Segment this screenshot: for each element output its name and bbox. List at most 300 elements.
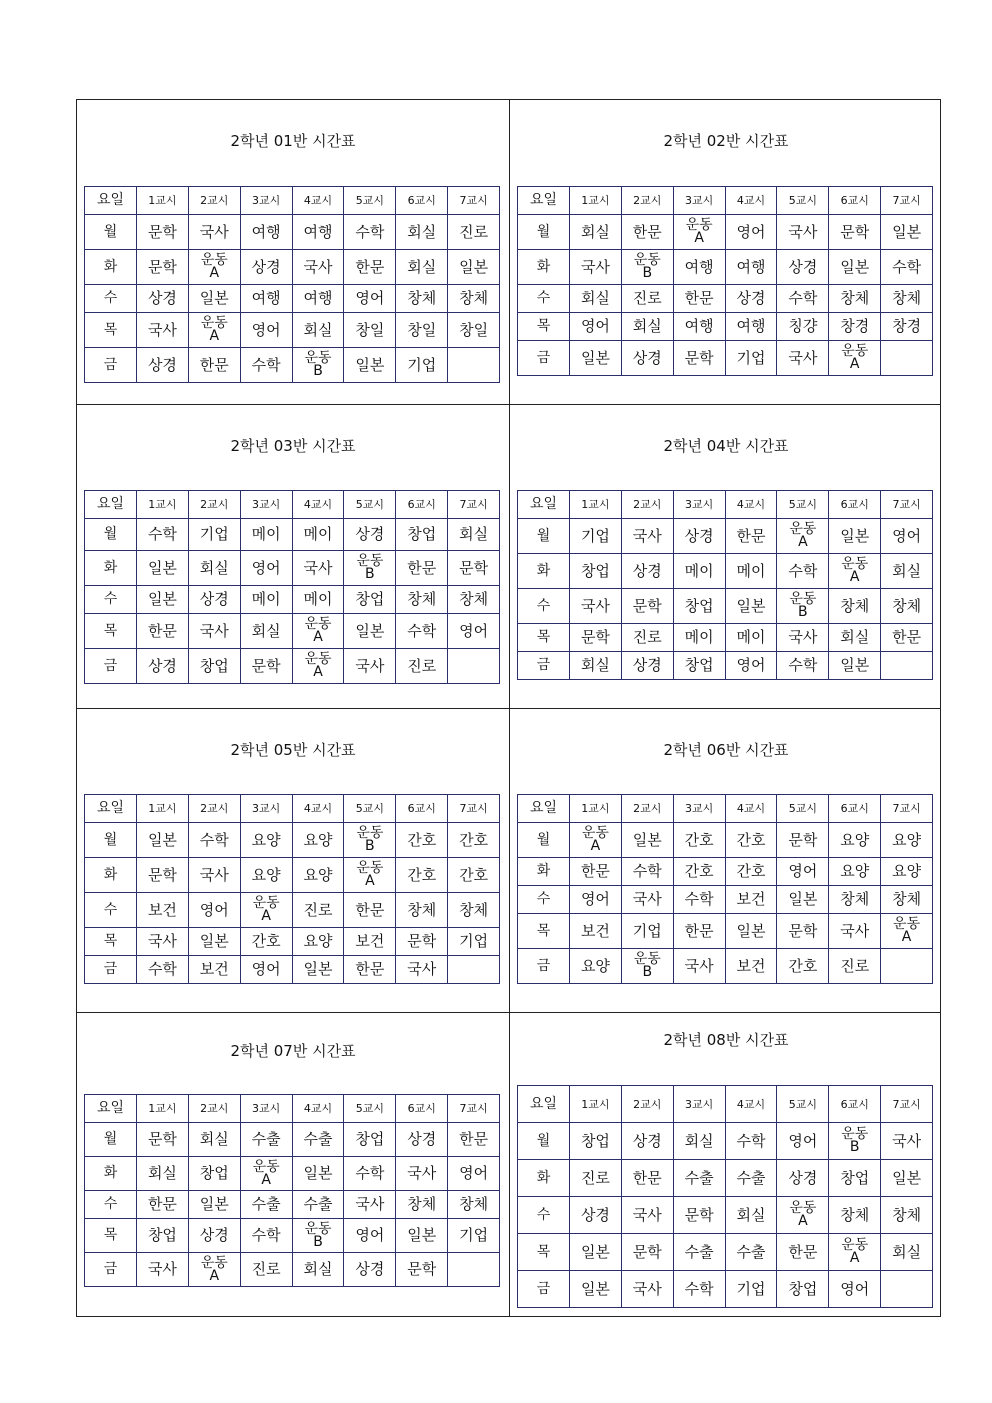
subject-cell: 창업 [344,1123,396,1157]
subject-cell: 국사 [396,1157,448,1191]
period-header: 2교시 [188,1095,240,1123]
subject-cell: 일본 [881,1160,933,1197]
table-row [85,956,500,984]
period-header: 2교시 [188,491,240,519]
subject-cell: 기업 [448,928,500,956]
period-header: 4교시 [292,1095,344,1123]
subject-cell: 영어 [240,551,292,586]
subject-cell: 일본 [881,215,933,250]
panel-title: 2학년 05반 시간표 [230,741,356,759]
subject-cell: 운동 A [777,519,829,554]
subject-cell: 회실 [881,554,933,589]
period-header: 3교시 [240,491,292,519]
timetable-table [517,186,933,376]
subject-cell [881,652,933,680]
timetable-panel [510,709,942,1013]
subject-cell: 회실 [829,624,881,652]
subject-cell [448,348,500,383]
subject-cell: 메이 [292,519,344,551]
subject-cell: 창체 [396,285,448,313]
subject-cell: 국사 [137,313,189,348]
day-cell: 월 [518,1123,570,1160]
subject-cell: 보건 [188,956,240,984]
subject-cell: 여행 [725,250,777,285]
day-cell: 월 [518,823,570,858]
subject-cell: 진로 [292,893,344,928]
subject-cell: 메이 [673,624,725,652]
subject-cell: 창체 [881,1197,933,1234]
subject-cell: 한문 [137,614,189,649]
subject-cell: 수학 [621,858,673,886]
subject-cell: 여행 [673,313,725,341]
timetable-table [517,490,933,680]
panel-title: 2학년 04반 시간표 [663,437,789,455]
day-cell: 화 [85,858,137,893]
subject-cell: 보건 [344,928,396,956]
panel-title: 2학년 01반 시간표 [230,132,356,150]
subject-cell: 요양 [292,823,344,858]
subject-cell: 여행 [725,313,777,341]
table-row [85,250,500,285]
subject-cell: 메이 [240,586,292,614]
subject-cell: 기업 [725,341,777,376]
day-cell: 월 [85,1123,137,1157]
subject-cell: 창업 [396,519,448,551]
subject-cell: 한문 [725,519,777,554]
period-header: 3교시 [673,1086,725,1123]
header-row [85,795,500,823]
subject-cell: 상경 [137,348,189,383]
period-header: 4교시 [292,187,344,215]
subject-cell: 회실 [725,1197,777,1234]
period-header: 3교시 [240,187,292,215]
subject-cell: 창체 [829,1197,881,1234]
subject-cell: 상경 [777,250,829,285]
header-row [85,491,500,519]
table-row [85,348,500,383]
subject-cell: 칭걍 [777,313,829,341]
timetable-table [517,1085,933,1308]
subject-cell: 회실 [881,1234,933,1271]
subject-cell: 문학 [777,823,829,858]
subject-cell: 영어 [725,215,777,250]
table-row [85,858,500,893]
table-row [518,1123,933,1160]
period-header: 6교시 [396,491,448,519]
subject-cell: 회실 [292,313,344,348]
subject-cell: 창체 [396,586,448,614]
subject-cell [881,949,933,984]
subject-cell: 요양 [570,949,622,984]
subject-cell: 일본 [829,652,881,680]
subject-cell: 창체 [448,893,500,928]
subject-cell: 회실 [396,215,448,250]
subject-cell: 영어 [344,285,396,313]
subject-cell: 상경 [188,1219,240,1253]
subject-cell: 상경 [137,285,189,313]
subject-cell: 보건 [725,886,777,914]
subject-cell: 상경 [344,519,396,551]
header-row [518,187,933,215]
panel-title: 2학년 06반 시간표 [663,741,789,759]
subject-cell: 문학 [137,215,189,250]
subject-cell: 기업 [396,348,448,383]
subject-cell: 한문 [673,914,725,949]
day-cell: 수 [518,886,570,914]
subject-cell: 수학 [240,348,292,383]
day-cell: 수 [85,285,137,313]
subject-cell: 국사 [292,250,344,285]
subject-cell: 수출 [673,1160,725,1197]
subject-cell: 일본 [570,1271,622,1308]
subject-cell: 회실 [570,652,622,680]
subject-cell: 문학 [396,1253,448,1287]
header-row [85,187,500,215]
period-header: 4교시 [292,795,344,823]
subject-cell: 간호 [725,823,777,858]
day-cell: 수 [518,589,570,624]
subject-cell: 수출 [725,1234,777,1271]
subject-cell: 진로 [570,1160,622,1197]
period-header: 5교시 [777,795,829,823]
period-header: 1교시 [570,1086,622,1123]
subject-cell: 여행 [240,215,292,250]
subject-cell: 국사 [137,928,189,956]
subject-cell: 문학 [448,551,500,586]
subject-cell: 한문 [448,1123,500,1157]
subject-cell: 회실 [570,285,622,313]
subject-cell: 간호 [673,823,725,858]
day-cell: 목 [518,624,570,652]
subject-cell: 운동 B [621,949,673,984]
subject-cell: 국사 [621,886,673,914]
subject-cell: 상경 [777,1160,829,1197]
subject-cell: 창업 [673,589,725,624]
header-row [518,795,933,823]
subject-cell: 일본 [188,1191,240,1219]
table-row [85,614,500,649]
subject-cell: 한문 [344,956,396,984]
period-header: 7교시 [881,795,933,823]
subject-cell: 국사 [188,614,240,649]
table-row [518,250,933,285]
subject-cell: 보건 [570,914,622,949]
subject-cell: 영어 [570,313,622,341]
period-header: 6교시 [396,1095,448,1123]
period-header: 2교시 [188,187,240,215]
subject-cell: 진로 [621,285,673,313]
day-cell: 월 [85,519,137,551]
subject-cell: 운동 B [292,348,344,383]
subject-cell: 창체 [829,589,881,624]
subject-cell: 수출 [725,1160,777,1197]
day-header: 요일 [85,1095,137,1123]
period-header: 5교시 [777,491,829,519]
subject-cell: 한문 [344,893,396,928]
period-header: 2교시 [621,795,673,823]
subject-cell: 문학 [396,928,448,956]
period-header: 7교시 [881,187,933,215]
period-header: 1교시 [570,491,622,519]
subject-cell: 국사 [777,215,829,250]
period-header: 2교시 [621,491,673,519]
subject-cell: 진로 [240,1253,292,1287]
subject-cell: 상경 [621,1123,673,1160]
period-header: 2교시 [621,1086,673,1123]
subject-cell: 운동 A [829,554,881,589]
subject-cell: 일본 [448,250,500,285]
subject-cell [881,1271,933,1308]
table-row [518,1234,933,1271]
day-cell: 목 [518,1234,570,1271]
subject-cell: 여행 [240,285,292,313]
day-header: 요일 [85,187,137,215]
day-cell: 목 [518,914,570,949]
table-row [85,551,500,586]
day-cell: 목 [85,614,137,649]
subject-cell: 회실 [448,519,500,551]
table-row [85,649,500,684]
period-header: 1교시 [137,1095,189,1123]
day-cell: 금 [85,1253,137,1287]
period-header: 1교시 [570,187,622,215]
period-header: 4교시 [292,491,344,519]
day-cell: 목 [85,928,137,956]
table-row [518,554,933,589]
subject-cell: 수학 [673,886,725,914]
subject-cell: 한문 [396,551,448,586]
table-row [85,586,500,614]
subject-cell: 수학 [673,1271,725,1308]
subject-cell: 한문 [881,624,933,652]
subject-cell: 창체 [448,285,500,313]
panel-title: 2학년 02반 시간표 [663,132,789,150]
period-header: 4교시 [725,187,777,215]
subject-cell: 상경 [188,586,240,614]
subject-cell: 수출 [292,1123,344,1157]
subject-cell: 수학 [725,1123,777,1160]
period-header: 3교시 [673,795,725,823]
subject-cell: 한문 [137,1191,189,1219]
subject-cell: 수학 [396,614,448,649]
subject-cell: 회실 [188,1123,240,1157]
day-cell: 화 [518,858,570,886]
subject-cell [448,956,500,984]
table-row [85,1253,500,1287]
subject-cell: 요양 [292,858,344,893]
subject-cell: 상경 [344,1253,396,1287]
subject-cell: 문학 [673,341,725,376]
day-header: 요일 [518,491,570,519]
subject-cell: 기업 [188,519,240,551]
subject-cell: 수학 [240,1219,292,1253]
table-row [85,893,500,928]
subject-cell: 요양 [829,858,881,886]
subject-cell: 일본 [188,928,240,956]
period-header: 4교시 [725,1086,777,1123]
day-cell: 화 [518,1160,570,1197]
day-cell: 화 [85,551,137,586]
subject-cell: 일본 [829,250,881,285]
subject-cell: 운동 A [188,1253,240,1287]
subject-cell: 보건 [137,893,189,928]
period-header: 1교시 [137,187,189,215]
subject-cell: 국사 [188,858,240,893]
period-header: 7교시 [881,491,933,519]
subject-cell: 일본 [725,914,777,949]
day-cell: 금 [518,652,570,680]
subject-cell: 진로 [829,949,881,984]
day-cell: 화 [518,250,570,285]
subject-cell: 영어 [448,1157,500,1191]
subject-cell: 창체 [881,886,933,914]
subject-cell: 상경 [621,341,673,376]
subject-cell: 국사 [188,215,240,250]
subject-cell: 한문 [621,215,673,250]
subject-cell: 운동 A [188,250,240,285]
subject-cell: 여행 [292,215,344,250]
subject-cell: 보건 [725,949,777,984]
subject-cell: 영어 [240,956,292,984]
subject-cell: 수학 [777,652,829,680]
day-cell: 수 [518,1197,570,1234]
subject-cell: 영어 [881,519,933,554]
subject-cell: 운동 A [829,1234,881,1271]
subject-cell: 한문 [188,348,240,383]
period-header: 5교시 [344,1095,396,1123]
period-header: 7교시 [448,795,500,823]
period-header: 5교시 [344,795,396,823]
subject-cell: 운동 B [292,1219,344,1253]
subject-cell: 영어 [570,886,622,914]
subject-cell: 창경 [881,313,933,341]
subject-cell: 한문 [570,858,622,886]
subject-cell: 국사 [881,1123,933,1160]
subject-cell: 운동 A [777,1197,829,1234]
subject-cell: 간호 [396,858,448,893]
subject-cell: 일본 [137,551,189,586]
table-row [518,914,933,949]
subject-cell: 상경 [396,1123,448,1157]
subject-cell: 창체 [829,886,881,914]
subject-cell: 문학 [570,624,622,652]
subject-cell: 창업 [570,1123,622,1160]
period-header: 3교시 [673,491,725,519]
day-cell: 화 [518,554,570,589]
timetable-panel [77,405,509,709]
header-row [85,1095,500,1123]
header-row [518,1086,933,1123]
day-header: 요일 [518,187,570,215]
timetable-panel [77,1013,509,1317]
subject-cell: 일본 [344,348,396,383]
period-header: 7교시 [448,491,500,519]
table-row [518,285,933,313]
subject-cell: 국사 [137,1253,189,1287]
table-row [518,313,933,341]
subject-cell: 창체 [829,285,881,313]
period-header: 1교시 [137,795,189,823]
period-header: 6교시 [829,1086,881,1123]
subject-cell: 창체 [881,285,933,313]
subject-cell: 수학 [188,823,240,858]
period-header: 4교시 [725,795,777,823]
subject-cell: 창일 [448,313,500,348]
subject-cell: 진로 [448,215,500,250]
subject-cell: 문학 [240,649,292,684]
table-row [85,313,500,348]
subject-cell: 회실 [673,1123,725,1160]
subject-cell: 여행 [673,250,725,285]
subject-cell: 간호 [240,928,292,956]
subject-cell: 창체 [448,586,500,614]
subject-cell: 수출 [292,1191,344,1219]
subject-cell: 일본 [292,1157,344,1191]
subject-cell: 일본 [344,614,396,649]
subject-cell: 상경 [240,250,292,285]
subject-cell: 요양 [292,928,344,956]
subject-cell: 문학 [777,914,829,949]
subject-cell: 메이 [725,624,777,652]
period-header: 2교시 [621,187,673,215]
subject-cell: 운동 A [240,893,292,928]
subject-cell: 일본 [292,956,344,984]
subject-cell: 운동 A [292,649,344,684]
subject-cell [448,649,500,684]
subject-cell: 일본 [137,823,189,858]
subject-cell: 간호 [448,858,500,893]
period-header: 1교시 [570,795,622,823]
subject-cell: 일본 [570,341,622,376]
period-header: 2교시 [188,795,240,823]
subject-cell: 국사 [570,589,622,624]
subject-cell: 창체 [396,893,448,928]
period-header: 5교시 [344,187,396,215]
subject-cell: 문학 [621,589,673,624]
subject-cell: 상경 [137,649,189,684]
period-header: 3교시 [240,1095,292,1123]
timetable-table [84,1094,500,1287]
period-header: 7교시 [448,1095,500,1123]
table-row [85,823,500,858]
subject-cell: 일본 [829,519,881,554]
table-row [85,928,500,956]
period-header: 5교시 [777,1086,829,1123]
subject-cell: 일본 [396,1219,448,1253]
subject-cell: 운동 A [881,914,933,949]
header-row [518,491,933,519]
day-cell: 금 [85,649,137,684]
subject-cell: 영어 [777,1123,829,1160]
day-cell: 금 [85,956,137,984]
subject-cell: 국사 [777,624,829,652]
subject-cell: 일본 [137,586,189,614]
table-row [518,858,933,886]
subject-cell: 운동 A [344,858,396,893]
period-header: 5교시 [777,187,829,215]
subject-cell: 영어 [188,893,240,928]
subject-cell: 일본 [188,285,240,313]
subject-cell: 요양 [240,823,292,858]
subject-cell: 창체 [881,589,933,624]
subject-cell: 국사 [396,956,448,984]
subject-cell: 문학 [137,858,189,893]
timetable-table [517,794,933,984]
subject-cell: 창업 [188,649,240,684]
subject-cell: 창일 [396,313,448,348]
timetable-table [84,490,500,684]
subject-cell: 영어 [448,614,500,649]
